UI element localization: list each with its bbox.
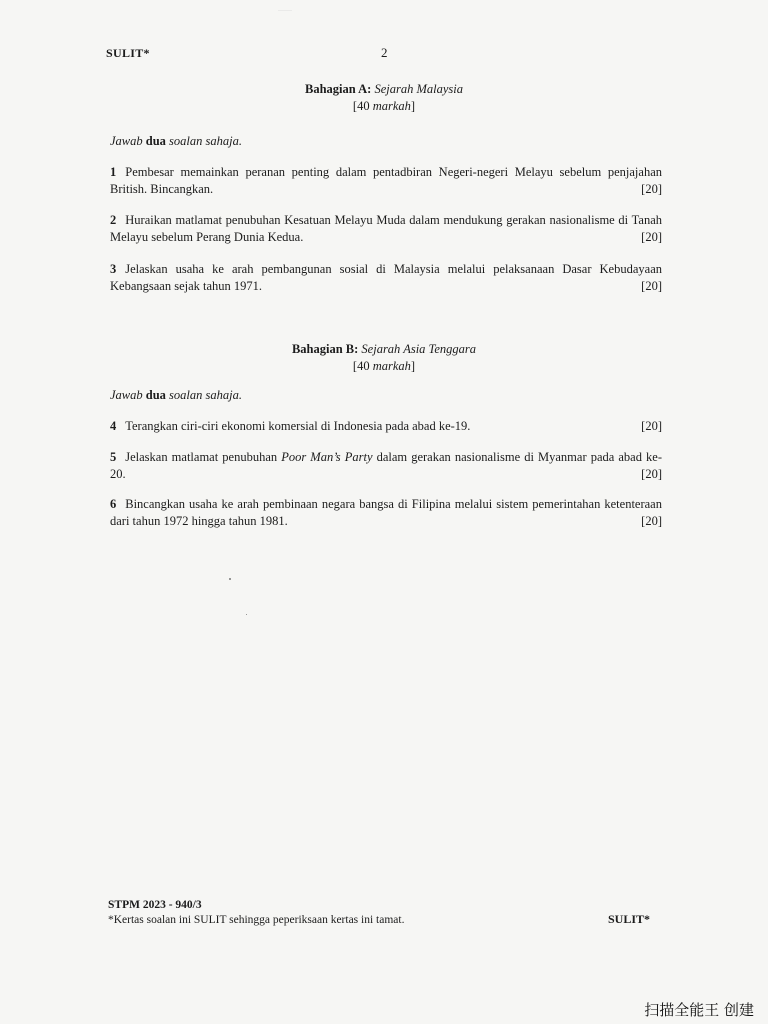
- section-a-heading: [0, 81, 768, 115]
- question-text: Huraikan matlamat penubuhan Kesatuan Melayu Muda dalam mendukung gerakan nasionalisme di Tanah Melayu sebelum Perang Dunia Kedua.: [110, 213, 662, 244]
- question-marks: [20]: [641, 279, 662, 293]
- question-marks: [20]: [641, 419, 662, 433]
- scan-artifact: [278, 0, 292, 11]
- header-sulit-label: SULIT*: [106, 46, 150, 60]
- question-6: [110, 496, 662, 530]
- question-number: 6: [110, 497, 117, 511]
- question-number: 2: [110, 213, 117, 227]
- question-marks: [20]: [641, 467, 662, 481]
- footer-left: [108, 898, 404, 928]
- question-2: [110, 212, 662, 246]
- question-text-end: dalam gerakan nasionalisme di Myanmar pada abad ke-20.: [110, 450, 663, 481]
- question-number: 5: [110, 450, 117, 464]
- paper-code: STPM 2023 - 940/3: [108, 899, 202, 911]
- scan-speck: [246, 614, 247, 615]
- section-b-title: Bahagian B:: [291, 342, 359, 356]
- scanner-watermark: 扫描全能王 创建: [644, 1001, 754, 1019]
- confidential-note: *Kertas soalan ini SULIT sehingga peperiksaan kertas ini tamat.: [108, 914, 405, 926]
- section-a-title: Bahagian A:: [304, 82, 372, 96]
- question-marks: [20]: [641, 182, 662, 196]
- question-number: 4: [110, 419, 117, 433]
- scan-speck: [229, 578, 231, 580]
- section-b-subject: Sejarah Asia Tenggara: [361, 342, 477, 356]
- question-text-start: Jelaskan matlamat penubuhan: [125, 450, 282, 464]
- question-number: 1: [110, 165, 117, 179]
- question-4: [110, 418, 662, 435]
- question-5: [110, 449, 662, 483]
- section-b-marks: [40 markah]: [352, 359, 416, 373]
- footer-sulit-label: SULIT*: [608, 912, 651, 926]
- question-3: [110, 261, 662, 295]
- question-marks: [20]: [641, 230, 662, 244]
- question-text: Bincangkan usaha ke arah pembinaan negara bangsa di Filipina melalui sistem pemerintahan ketenteraan dari tahun 1972 hingga tahun 1981.: [110, 497, 662, 528]
- question-marks: [20]: [641, 514, 662, 528]
- section-b-heading: [0, 341, 768, 375]
- question-1: [110, 164, 662, 198]
- section-a-instruction: Jawab dua soalan sahaja.: [110, 134, 242, 148]
- section-a-subject: Sejarah Malaysia: [374, 82, 463, 96]
- section-a-marks: [40 markah]: [352, 99, 416, 113]
- question-text-italic: Poor Man’s Party: [281, 450, 373, 464]
- question-text: Jelaskan usaha ke arah pembangunan sosial di Malaysia melalui pelaksanaan Dasar Kebudayaan Kebangsaan sejak tahun 1971.: [110, 262, 662, 293]
- question-number: 3: [110, 262, 117, 276]
- page-number: 2: [381, 45, 388, 60]
- question-text: Terangkan ciri-ciri ekonomi komersial di Indonesia pada abad ke-19.: [125, 419, 471, 433]
- section-b-instruction: Jawab dua soalan sahaja.: [110, 388, 242, 402]
- question-text: Pembesar memainkan peranan penting dalam pentadbiran Negeri-negeri Melayu sebelum penjajahan British. Bincangkan.: [110, 165, 662, 196]
